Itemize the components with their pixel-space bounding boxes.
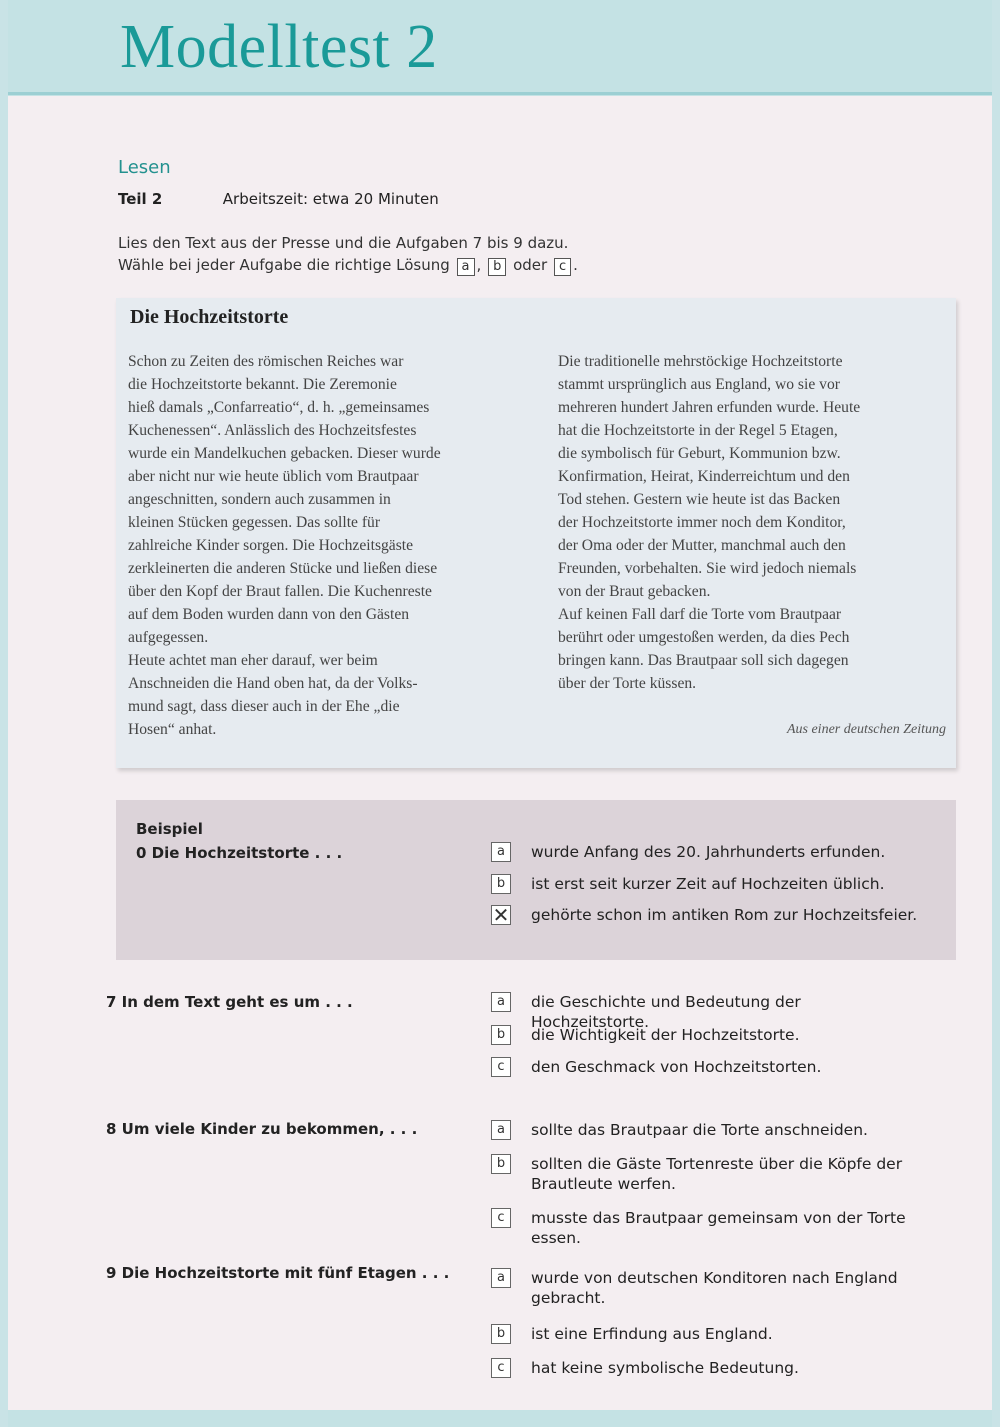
article-line: die symbolisch für Geburt, Kommunion bzw. [558, 445, 841, 462]
article-line: auf dem Boden wurden dann von den Gästen [128, 606, 410, 623]
article-line: wurde ein Mandelkuchen gebacken. Dieser wurde [128, 445, 441, 462]
example-box [116, 800, 956, 960]
article-box [116, 298, 956, 768]
article-line: zerkleinerten die anderen Stücke und ließen diese [128, 560, 438, 577]
page [8, 0, 992, 1427]
article-line: mehreren hundert Jahren erfunden wurde. Heute [558, 399, 861, 416]
article-line: bringen kann. Das Brautpaar soll sich dagegen [558, 652, 849, 669]
checkbox-c[interactable]: c [491, 1208, 511, 1228]
article-line: Tod stehen. Gestern wie heute ist das Backen [558, 491, 841, 508]
article-line: Freunden, vorbehalten. Sie wird jedoch niemals [558, 560, 857, 577]
article-line: Auf keinen Fall darf die Torte vom Brautpaar [558, 606, 842, 623]
article-line: Anschneiden die Hand oben hat, da der Volks- [128, 675, 418, 692]
article-line: über der Torte küssen. [558, 675, 697, 692]
option-text: sollten die Gäste Tortenreste über die Köpfe der Brautleute werfen. [531, 1155, 903, 1193]
option-text: den Geschmack von Hochzeitstorten. [531, 1058, 822, 1076]
teil-row [118, 190, 439, 208]
option-text: wurde Anfang des 20. Jahrhunderts erfunden. [531, 843, 886, 861]
article-line: von der Braut gebacken. [558, 583, 711, 600]
option-text: wurde von deutschen Konditoren nach England gebracht. [531, 1269, 898, 1307]
checkbox-a[interactable]: a [491, 992, 511, 1012]
page-title: Modelltest 2 [120, 13, 438, 81]
instruction-text: Wähle bei jeder Aufgabe die richtige Lösung [118, 256, 450, 274]
comma: , [476, 256, 482, 274]
arbeitszeit-label: Arbeitszeit: etwa 20 Minuten [222, 190, 439, 208]
section-heading: Lesen [118, 157, 171, 178]
option-text: hat keine symbolische Bedeutung. [531, 1359, 799, 1377]
article-line: Die traditionelle mehrstöckige Hochzeitstorte [558, 353, 843, 370]
answer-box-b: b [488, 258, 506, 276]
checkbox-b[interactable]: b [491, 1154, 511, 1174]
checkbox-c[interactable]: c [491, 1358, 511, 1378]
example-label: Beispiel [136, 820, 203, 838]
article-line: berührt oder umgestoßen werden, da dies Pech [558, 629, 850, 646]
article-line: die Hochzeitstorte bekannt. Die Zeremonie [128, 376, 397, 393]
checkbox-a[interactable]: a [491, 1120, 511, 1140]
question-7: 7 In dem Text geht es um . . . [106, 993, 353, 1011]
option-text: sollte das Brautpaar die Torte anschneiden. [531, 1121, 868, 1139]
instruction-line-1: Lies den Text aus der Presse und die Aufgaben 7 bis 9 dazu. [118, 234, 569, 252]
question-8: 8 Um viele Kinder zu bekommen, . . . [106, 1120, 418, 1138]
checkbox-b[interactable]: b [491, 1025, 511, 1045]
oder-text: oder [513, 256, 548, 274]
checkbox-b[interactable]: b [491, 1324, 511, 1344]
article-title: Die Hochzeitstorte [130, 306, 289, 328]
teil-label: Teil 2 [118, 190, 163, 208]
article-line: kleinen Stücken gegessen. Das sollte für [128, 514, 381, 531]
article-line: angeschnitten, sondern auch zusammen in [128, 491, 391, 508]
footer-band [8, 1410, 992, 1427]
article-line: Heute achtet man eher darauf, wer beim [128, 652, 378, 669]
option-text: die Geschichte und Bedeutung der Hochzeitstorte. [531, 993, 801, 1031]
article-line: hat die Hochzeitstorte in der Regel 5 Etagen, [558, 422, 838, 439]
checkbox-c-checked[interactable]: ✕ [492, 903, 510, 927]
article-line: der Hochzeitstorte immer noch dem Konditor, [558, 514, 846, 531]
article-line: Hosen“ anhat. [128, 721, 217, 738]
article-line: der Oma oder der Mutter, manchmal auch den [558, 537, 846, 554]
article-line: über den Kopf der Braut fallen. Die Kuchenreste [128, 583, 432, 600]
article-line: aber nicht nur wie heute üblich vom Brautpaar [128, 468, 419, 485]
article-line: stammt ursprünglich aus England, wo sie vor [558, 376, 840, 393]
checkbox-b[interactable]: b [491, 874, 511, 894]
article-line: Konfirmation, Heirat, Kinderreichtum und den [558, 468, 850, 485]
article-line: zahlreiche Kinder sorgen. Die Hochzeitsgäste [128, 537, 414, 554]
period: . [573, 256, 578, 274]
header-divider [8, 92, 992, 95]
instruction-line-2 [118, 254, 578, 276]
option-text: musste das Brautpaar gemeinsam von der Torte essen. [531, 1209, 906, 1247]
article-source: Aus einer deutschen Zeitung [786, 722, 946, 737]
answer-box-a: a [457, 258, 475, 276]
option-text: ist eine Erfindung aus England. [531, 1325, 773, 1343]
example-question: 0 Die Hochzeitstorte . . . [136, 844, 343, 862]
option-text: gehörte schon im antiken Rom zur Hochzeitsfeier. [531, 906, 918, 924]
article-line: mund sagt, dass dieser auch in der Ehe „die [128, 698, 400, 715]
article-line: Kuchenessen“. Anlässlich des Hochzeitsfestes [128, 422, 417, 439]
article-line: hieß damals „Confarreatio“, d. h. „gemeinsames [128, 399, 430, 416]
article-column-left [128, 350, 528, 741]
answer-box-c: c [554, 258, 571, 276]
instructions [118, 232, 578, 276]
article-column-right [558, 350, 950, 695]
checkbox-a[interactable]: a [491, 1268, 511, 1288]
option-text: die Wichtigkeit der Hochzeitstorte. [531, 1026, 800, 1044]
option-text: ist erst seit kurzer Zeit auf Hochzeiten üblich. [531, 875, 885, 893]
checkbox-c[interactable]: c [491, 1057, 511, 1077]
article-line: Schon zu Zeiten des römischen Reiches war [128, 353, 404, 370]
checkbox-a[interactable]: a [491, 842, 511, 862]
article-line: aufgegessen. [128, 629, 209, 646]
question-9: 9 Die Hochzeitstorte mit fünf Etagen . . . [106, 1264, 450, 1282]
